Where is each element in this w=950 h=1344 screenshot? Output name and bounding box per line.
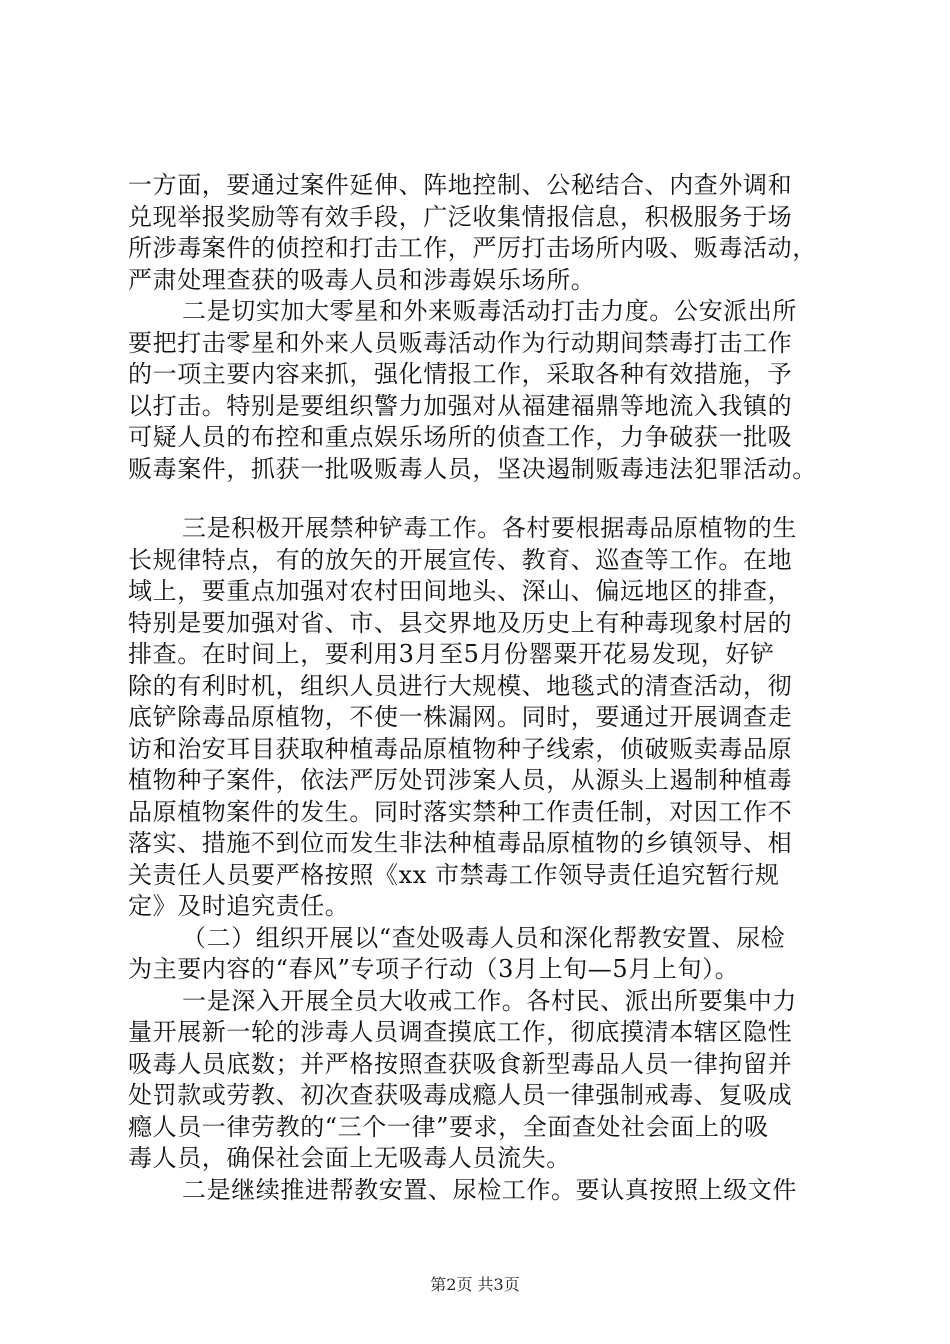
- document-body: [128, 170, 833, 1206]
- text-line: 所涉毒案件的侦控和打击工作，严厉打击场所内吸、贩毒活动，: [128, 234, 817, 262]
- paragraph: [128, 986, 833, 1175]
- paragraph-gap: [128, 485, 833, 513]
- text-line: 为主要内容的“春风”专项子行动（3月上旬—5月上旬）。: [128, 955, 740, 983]
- text-line: （二）组织开展以“查处吸毒人员和深化帮教安置、尿检: [182, 923, 786, 952]
- paragraph: [128, 1175, 833, 1207]
- text-line: 定》及时追究责任。: [128, 892, 350, 920]
- text-line: 植物种子案件，依法严厉处罚涉案人员，从源头上遏制种植毒: [128, 766, 793, 794]
- text-line: 底铲除毒品原植物，不使一株漏网。同时，要通过开展调查走: [128, 703, 793, 731]
- paragraph: [128, 170, 833, 296]
- text-line: 以打击。特别是要组织警力加强对从福建福鼎等地流入我镇的: [128, 391, 793, 420]
- text-line: 三是积极开展禁种铲毒工作。各村要根据毒品原植物的生: [182, 514, 797, 542]
- text-line: 兑现举报奖励等有效手段，广泛收集情报信息，积极服务于场: [128, 202, 793, 231]
- text-line: 二是切实加大零星和外来贩毒活动打击力度。公安派出所: [182, 297, 797, 325]
- text-line: 品原植物案件的发生。同时落实禁种工作责任制，对因工作不: [128, 797, 793, 826]
- text-line: 要把打击零星和外来人员贩毒活动作为行动期间禁毒打击工作: [128, 328, 793, 357]
- text-line: 贩毒案件，抓获一批吸贩毒人员，坚决遏制贩毒违法犯罪活动。: [128, 454, 817, 483]
- text-line: 关责任人员要严格按照《xx 市禁毒工作领导责任追究暂行规: [128, 860, 780, 889]
- text-line: 除的有利时机，组织人员进行大规模、地毯式的清查活动，彻: [128, 671, 793, 700]
- text-line: 的一项主要内容来抓，强化情报工作，采取各种有效措施，予: [128, 360, 793, 388]
- text-line: 量开展新一轮的涉毒人员调查摸底工作，彻底摸清本辖区隐性: [128, 1018, 793, 1046]
- page-footer: 第2页 共3页: [430, 1275, 520, 1294]
- paragraph: [128, 296, 833, 485]
- text-line: 域上，要重点加强对农村田间地头、深山、偏远地区的排查，: [128, 577, 793, 605]
- text-line: 二是继续推进帮教安置、尿检工作。要认真按照上级文件: [182, 1175, 797, 1204]
- text-line: 瘾人员一律劳教的“三个一律”要求，全面查处社会面上的吸: [128, 1112, 769, 1141]
- text-line: 一方面，要通过案件延伸、阵地控制、公秘结合、内查外调和: [128, 171, 793, 199]
- text-line: 毒人员，确保社会面上无吸毒人员流失。: [128, 1144, 571, 1172]
- text-line: 落实、措施不到位而发生非法种植毒品原植物的乡镇领导、相: [128, 829, 793, 857]
- text-line: 处罚款或劳教、初次查获吸毒成瘾人员一律强制戒毒、复吸成: [128, 1081, 793, 1109]
- text-line: 排查。在时间上，要利用3月至5月份罂粟开花易发现，好铲: [128, 640, 775, 668]
- text-line: 严肃处理查获的吸毒人员和涉毒娱乐场所。: [128, 265, 596, 294]
- paragraph: [128, 513, 833, 923]
- text-line: 长规律特点，有的放矢的开展宣传、教育、巡查等工作。在地: [128, 545, 793, 574]
- text-line: 一是深入开展全员大收戒工作。各村民、派出所要集中力: [182, 986, 797, 1015]
- text-line: 吸毒人员底数；并严格按照查获吸食新型毒品人员一律拘留并: [128, 1049, 793, 1078]
- text-line: 可疑人员的布控和重点娱乐场所的侦查工作，力争破获一批吸: [128, 423, 793, 451]
- text-line: 特别是要加强对省、市、县交界地及历史上有种毒现象村居的: [128, 608, 793, 637]
- text-line: 访和治安耳目获取种植毒品原植物种子线索，侦破贩卖毒品原: [128, 734, 793, 763]
- paragraph: [128, 923, 833, 986]
